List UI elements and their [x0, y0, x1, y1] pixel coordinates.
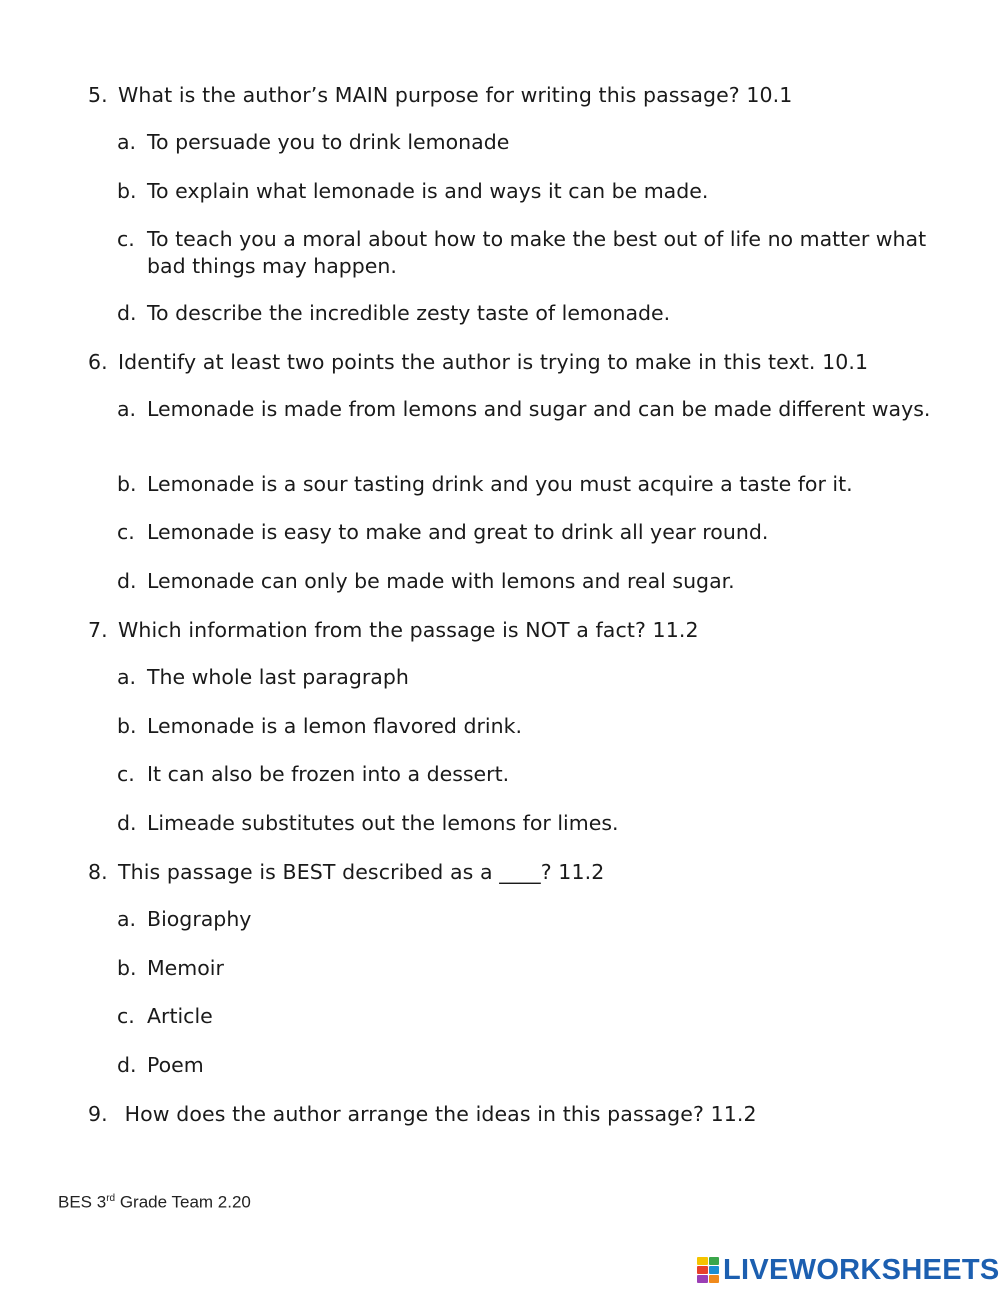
- question-number: 6.: [88, 350, 108, 374]
- option-text: Lemonade is easy to make and great to drink all year round.: [147, 520, 769, 544]
- brand-block: [709, 1266, 720, 1274]
- option-5d[interactable]: [117, 300, 937, 327]
- option-6d[interactable]: [117, 568, 937, 595]
- footer-credit: [58, 1188, 251, 1214]
- question-number: 5.: [88, 83, 108, 107]
- option-letter: b.: [117, 179, 137, 203]
- option-7c[interactable]: [117, 761, 937, 788]
- liveworksheets-logo[interactable]: [697, 1253, 1000, 1287]
- option-text: Lemonade is made from lemons and sugar and can be made different ways.: [147, 397, 931, 421]
- option-letter: b.: [117, 714, 137, 738]
- question-text: Identify at least two points the author is trying to make in this text. 10.1: [118, 350, 869, 374]
- option-letter: a.: [117, 397, 137, 421]
- option-6c[interactable]: [117, 519, 937, 546]
- option-letter: c.: [117, 1004, 135, 1028]
- option-text: To explain what lemonade is and ways it can be made.: [147, 179, 709, 203]
- footer-superscript: rd: [106, 1193, 116, 1204]
- option-8c[interactable]: [117, 1003, 937, 1030]
- option-text: Article: [147, 1004, 213, 1028]
- brand-block: [697, 1266, 708, 1274]
- option-letter: c.: [117, 520, 135, 544]
- brand-block: [697, 1275, 708, 1283]
- option-6a[interactable]: [117, 396, 937, 423]
- option-text: Poem: [147, 1053, 204, 1077]
- option-letter: d.: [117, 811, 137, 835]
- option-letter: a.: [117, 907, 137, 931]
- brand-blocks-icon: [697, 1257, 719, 1283]
- option-text: To describe the incredible zesty taste of lemonade.: [147, 301, 671, 325]
- question-7: [88, 617, 699, 644]
- question-8: [88, 859, 604, 886]
- option-text: Lemonade is a sour tasting drink and you must acquire a taste for it.: [147, 472, 853, 496]
- option-text: To teach you a moral about how to make the best out of life no matter what bad things may happen.: [147, 227, 927, 278]
- option-5c[interactable]: [117, 226, 937, 280]
- option-letter: b.: [117, 956, 137, 980]
- brand-block: [709, 1257, 720, 1265]
- question-number: 9.: [88, 1102, 108, 1126]
- option-letter: d.: [117, 569, 137, 593]
- question-5: [88, 82, 792, 109]
- question-6: [88, 349, 868, 376]
- option-7a[interactable]: [117, 664, 937, 691]
- option-7b[interactable]: [117, 713, 937, 740]
- question-9: [88, 1101, 757, 1128]
- option-8a[interactable]: [117, 906, 937, 933]
- option-8d[interactable]: [117, 1052, 937, 1079]
- option-text: Lemonade is a lemon flavored drink.: [147, 714, 522, 738]
- option-5a[interactable]: [117, 129, 937, 156]
- brand-block: [697, 1257, 708, 1265]
- question-number: 8.: [88, 860, 108, 884]
- option-letter: b.: [117, 472, 137, 496]
- question-text: How does the author arrange the ideas in this passage? 11.2: [118, 1102, 757, 1126]
- option-text: Limeade substitutes out the lemons for limes.: [147, 811, 619, 835]
- option-letter: d.: [117, 301, 137, 325]
- option-6b[interactable]: [117, 471, 937, 498]
- option-text: Lemonade can only be made with lemons and real sugar.: [147, 569, 735, 593]
- question-text: What is the author’s MAIN purpose for writing this passage? 10.1: [118, 83, 793, 107]
- option-letter: c.: [117, 762, 135, 786]
- question-text: This passage is BEST described as a ____? 11.2: [118, 860, 605, 884]
- option-letter: a.: [117, 130, 137, 154]
- option-letter: d.: [117, 1053, 137, 1077]
- option-7d[interactable]: [117, 810, 937, 837]
- option-letter: a.: [117, 665, 137, 689]
- option-text: Memoir: [147, 956, 224, 980]
- question-number: 7.: [88, 618, 108, 642]
- option-text: Biography: [147, 907, 252, 931]
- option-text: It can also be frozen into a dessert.: [147, 762, 510, 786]
- brand-block: [709, 1275, 720, 1283]
- footer-prefix: BES 3: [58, 1192, 107, 1212]
- option-text: To persuade you to drink lemonade: [147, 130, 510, 154]
- option-text: The whole last paragraph: [147, 665, 409, 689]
- option-letter: c.: [117, 227, 135, 251]
- brand-name: LIVEWORKSHEETS: [723, 1253, 1000, 1286]
- option-8b[interactable]: [117, 955, 937, 982]
- footer-suffix: Grade Team 2.20: [115, 1192, 251, 1212]
- option-5b[interactable]: [117, 178, 937, 205]
- question-text: Which information from the passage is NOT a fact? 11.2: [118, 618, 699, 642]
